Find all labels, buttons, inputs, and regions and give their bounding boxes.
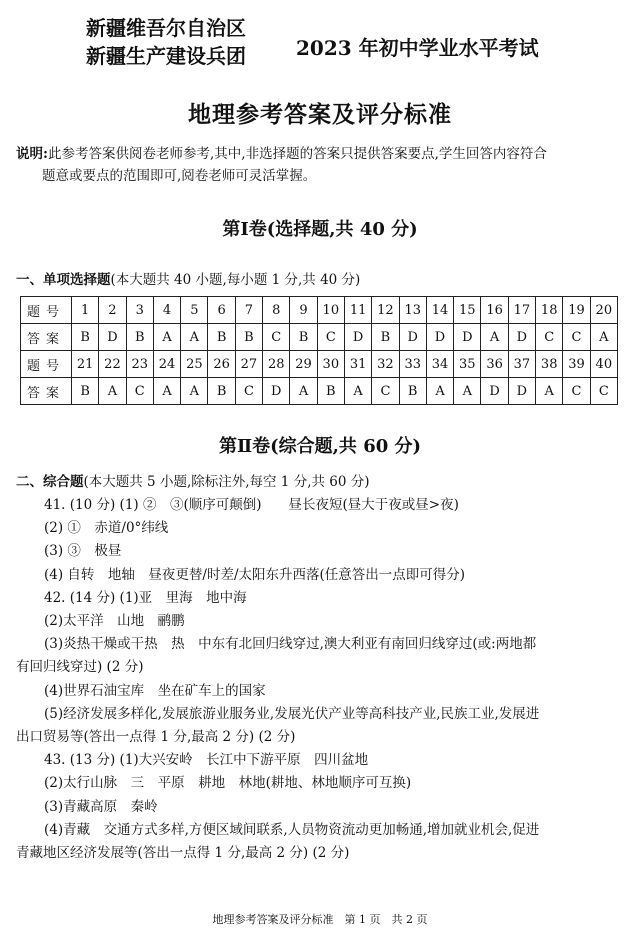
answer-cell: D xyxy=(99,324,126,351)
question-number: 26 xyxy=(208,351,235,378)
question-number: 33 xyxy=(399,351,426,378)
answer-cell: B xyxy=(208,324,235,351)
answer-line: (4)世界石油宝库 坐在矿车上的国家 xyxy=(44,682,266,699)
instructions-line-2: 题意或要点的范围即可,阅卷老师可灵活掌握。 xyxy=(42,168,317,184)
answer-cell: A xyxy=(536,378,563,405)
answer-cell: B xyxy=(126,324,153,351)
question-number: 29 xyxy=(290,351,317,378)
question-number: 4 xyxy=(153,297,180,324)
question-number: 37 xyxy=(508,351,535,378)
question-number: 34 xyxy=(426,351,453,378)
answer-cell: C xyxy=(590,378,617,405)
part-1-title: 第Ⅰ卷(选择题,共 40 分) xyxy=(222,219,418,240)
answer-cell: C xyxy=(372,378,399,405)
answer-line: (3)炎热干燥或干热 热 中东有北回归线穿过,澳大利亚有南回归线穿过(或:两地都 xyxy=(44,636,537,653)
answer-line: (3) ③ 极昼 xyxy=(44,543,122,560)
answer-cell: D xyxy=(426,324,453,351)
question-number: 38 xyxy=(536,351,563,378)
answer-cell: B xyxy=(208,378,235,405)
table-row xyxy=(21,324,618,351)
row-header: 题号 xyxy=(21,351,72,378)
answer-cell: C xyxy=(126,378,153,405)
instructions-line-1: 此参考答案供阅卷老师参考,其中,非选择题的答案只提供答案要点,学生回答内容符合 xyxy=(47,146,547,162)
question-number: 18 xyxy=(536,297,563,324)
page-footer: 地理参考答案及评分标准 第 1 页 共 2 页 xyxy=(212,913,428,926)
answer-line: (4)青藏 交通方式多样,方便区域间联系,人员物资流动更加畅通,增加就业机会,促进 xyxy=(44,821,540,838)
document-title: 地理参考答案及评分标准 xyxy=(188,101,452,128)
question-number: 39 xyxy=(563,351,590,378)
question-number: 16 xyxy=(481,297,508,324)
answer-cell: C xyxy=(563,324,590,351)
answer-cell: B xyxy=(317,378,344,405)
question-number: 11 xyxy=(344,297,371,324)
question-number: 35 xyxy=(454,351,481,378)
answer-cell: B xyxy=(399,378,426,405)
instructions xyxy=(16,143,628,187)
answer-cell: C xyxy=(536,324,563,351)
answer-cell: A xyxy=(99,378,126,405)
question-number: 30 xyxy=(317,351,344,378)
answer-line: 42. (14 分) (1)亚 里海 地中海 xyxy=(44,589,247,606)
answer-line: (4) 自转 地轴 昼夜更替/时差/太阳东升西落(任意答出一点即可得分) xyxy=(44,566,466,583)
section-2-label: 二、综合题 xyxy=(16,474,84,490)
answer-cell: C xyxy=(263,324,290,351)
answer-cell: D xyxy=(454,324,481,351)
question-number: 2 xyxy=(99,297,126,324)
answer-lines xyxy=(16,494,628,865)
question-number: 32 xyxy=(372,351,399,378)
table-row xyxy=(21,351,618,378)
answer-cell: D xyxy=(508,324,535,351)
question-number: 12 xyxy=(372,297,399,324)
answer-cell: D xyxy=(481,378,508,405)
question-number: 10 xyxy=(317,297,344,324)
row-header: 答案 xyxy=(21,378,72,405)
question-number: 22 xyxy=(99,351,126,378)
section-1-heading xyxy=(16,268,360,288)
answer-table xyxy=(20,296,618,405)
region-line-1: 新疆维吾尔自治区 xyxy=(86,16,246,40)
answer-cell: B xyxy=(72,378,99,405)
answer-cell: D xyxy=(508,378,535,405)
row-header: 答案 xyxy=(21,324,72,351)
question-number: 25 xyxy=(181,351,208,378)
question-number: 21 xyxy=(72,351,99,378)
question-number: 19 xyxy=(563,297,590,324)
answer-line: (2)太行山脉 三 平原 耕地 林地(耕地、林地顺序可互换) xyxy=(44,775,412,792)
question-number: 23 xyxy=(126,351,153,378)
question-number: 1 xyxy=(72,297,99,324)
question-number: 20 xyxy=(590,297,617,324)
region-header xyxy=(86,14,246,70)
question-number: 13 xyxy=(399,297,426,324)
answer-cell: C xyxy=(563,378,590,405)
answer-cell: D xyxy=(344,324,371,351)
answer-cell: B xyxy=(290,324,317,351)
answer-cell: A xyxy=(290,378,317,405)
question-number: 15 xyxy=(454,297,481,324)
answer-cell: A xyxy=(153,324,180,351)
answer-cell: D xyxy=(399,324,426,351)
answer-line: (5)经济发展多样化,发展旅游业服务业,发展光伏产业等高科技产业,民族工业,发展进 xyxy=(44,705,540,722)
answer-cell: A xyxy=(481,324,508,351)
row-header: 题号 xyxy=(21,297,72,324)
question-number: 17 xyxy=(508,297,535,324)
answer-line: 青藏地区经济发展等(答出一点得 1 分,最高 2 分) (2 分) xyxy=(16,845,350,862)
table-row xyxy=(21,378,618,405)
question-number: 5 xyxy=(181,297,208,324)
answer-cell: A xyxy=(590,324,617,351)
question-number: 6 xyxy=(208,297,235,324)
answer-line: 有回归线穿过) (2 分) xyxy=(16,659,144,676)
answer-line: (2)太平洋 山地 鹂鹏 xyxy=(44,613,185,630)
question-number: 7 xyxy=(235,297,262,324)
answer-line: (3)青藏高原 秦岭 xyxy=(44,798,158,815)
answer-cell: A xyxy=(344,378,371,405)
answer-line: 43. (13 分) (1)大兴安岭 长江中下游平原 四川盆地 xyxy=(44,752,369,769)
answer-cell: A xyxy=(153,378,180,405)
part-2-title: 第Ⅱ卷(综合题,共 60 分) xyxy=(218,436,422,457)
section-2-heading xyxy=(16,470,370,490)
answer-cell: A xyxy=(181,324,208,351)
question-number: 3 xyxy=(126,297,153,324)
question-number: 27 xyxy=(235,351,262,378)
instructions-label: 说明: xyxy=(16,146,48,162)
question-number: 40 xyxy=(590,351,617,378)
question-number: 14 xyxy=(426,297,453,324)
answer-line: 出口贸易等(答出一点得 1 分,最高 2 分) (2 分) xyxy=(16,729,296,746)
table-row xyxy=(21,297,618,324)
question-number: 31 xyxy=(344,351,371,378)
question-number: 9 xyxy=(290,297,317,324)
answer-line: (2) ① 赤道/0°纬线 xyxy=(44,520,169,537)
question-number: 36 xyxy=(481,351,508,378)
section-2-note: (本大题共 5 小题,除标注外,每空 1 分,共 60 分) xyxy=(83,474,370,490)
answer-cell: A xyxy=(181,378,208,405)
section-1-label: 一、单项选择题 xyxy=(16,272,111,288)
region-line-2: 新疆生产建设兵团 xyxy=(86,44,246,68)
section-1-note: (本大题共 40 小题,每小题 1 分,共 40 分) xyxy=(110,272,361,288)
answer-cell: C xyxy=(235,378,262,405)
answer-cell: D xyxy=(263,378,290,405)
answer-cell: B xyxy=(372,324,399,351)
question-number: 8 xyxy=(263,297,290,324)
question-number: 28 xyxy=(263,351,290,378)
answer-cell: A xyxy=(454,378,481,405)
answer-cell: C xyxy=(317,324,344,351)
exam-name: 2023 年初中学业水平考试 xyxy=(296,36,539,60)
answer-cell: B xyxy=(72,324,99,351)
answer-cell: A xyxy=(426,378,453,405)
answer-cell: B xyxy=(235,324,262,351)
answer-line: 41. (10 分) (1) ② ③(顺序可颠倒) 昼长夜短(昼大于夜或昼>夜) xyxy=(44,497,459,513)
question-number: 24 xyxy=(153,351,180,378)
